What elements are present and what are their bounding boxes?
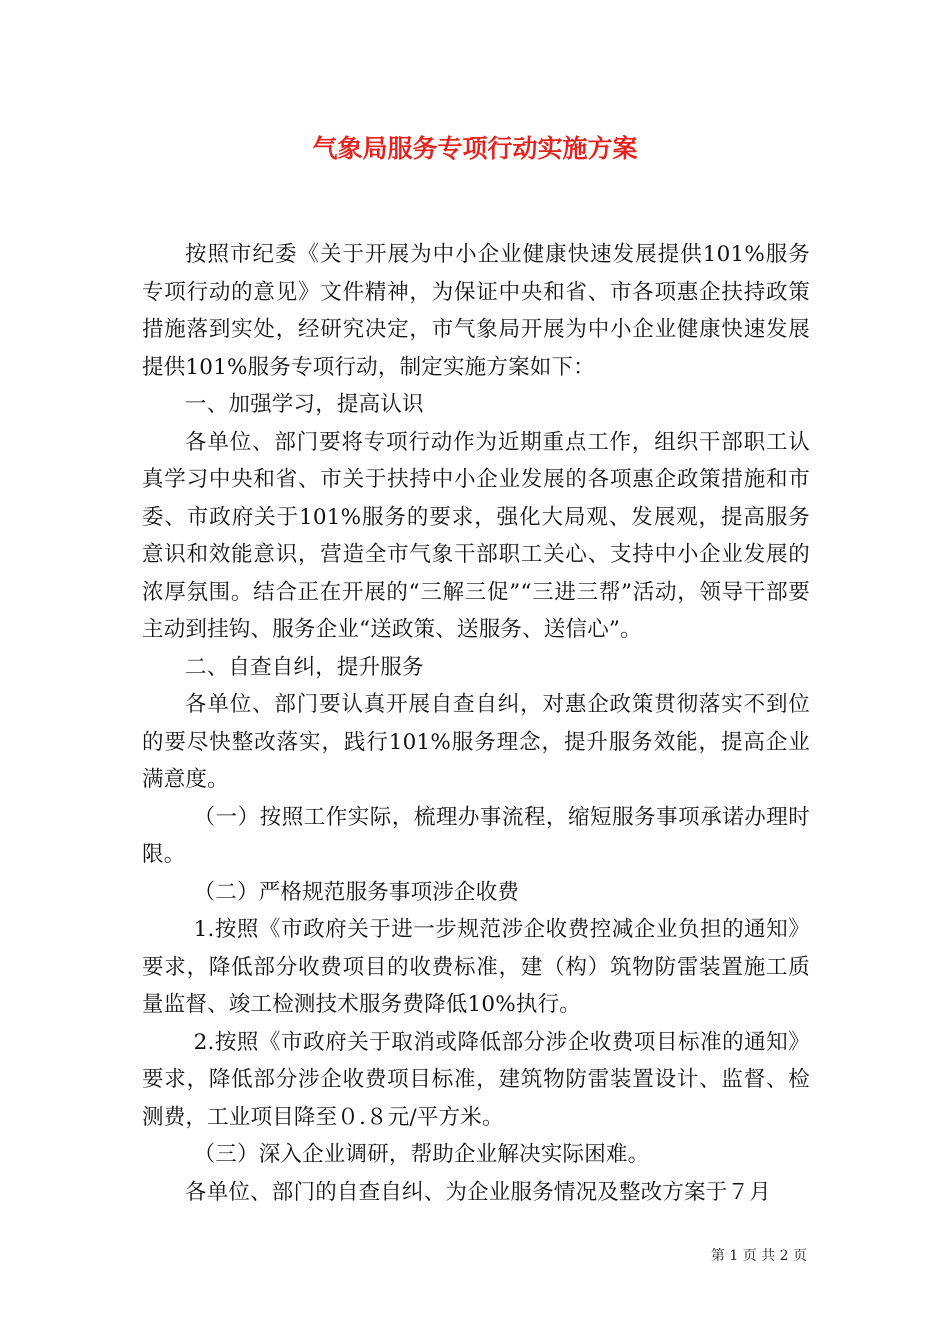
section-heading-2: 二、自查自纠，提升服务 [185,654,424,680]
list-item-2: 2.按照《市政府关于取消或降低部分涉企收费项目标准的通知》要求，降低部分涉企收费项目标准，建筑物防雷装置设计、监督、检测费，工业项目降至０.８元/平方米。 [142,1029,810,1130]
list-item-1: 1.按照《市政府关于进一步规范涉企收费控减企业负担的通知》要求，降低部分收费项目的收费标准，建（构）筑物防雷装置施工质量监督、竣工检测技术服务费降低10%执行。 [142,917,810,1017]
subsection-1: （一）按照工作实际，梳理办事流程，缩短服务事项承诺办理时限。 [142,804,810,867]
document-body [142,236,810,1211]
section-heading-1: 一、加强学习，提高认识 [185,392,424,417]
document-title: 气象局服务专项行动实施方案 [312,134,638,163]
page-number: 第 1 页 共 2 页 [710,1248,807,1264]
paragraph-section-1: 各单位、部门要将专项行动作为近期重点工作，组织干部职工认真学习中央和省、市关于扶持中小企业发展的各项惠企政策措施和市委、市政府关于101%服务的要求，强化大局观、发展观，提高服务意识和效能意识，营造全市气象干部职工关心、支持中小企业发展的浓厚氛围。结合正在开展的“三解三促”“三进三帮”活动，领导干部要主动到挂钩、服务企业“送政策、送服务、送信心”。 [142,429,810,642]
paragraph-closing: 各单位、部门的自查自纠、为企业服务情况及整改方案于７月 [185,1179,771,1205]
subsection-2: （二）严格规范服务事项涉企收费 [193,879,520,905]
paragraph-intro: 按照市纪委《关于开展为中小企业健康快速发展提供101%服务专项行动的意见》文件精神，为保证中央和省、市各项惠企扶持政策措施落到实处，经研究决定，市气象局开展为中小企业健康快速发展提供101%服务专项行动，制定实施方案如下： [142,242,810,380]
subsection-3: （三）深入企业调研，帮助企业解决实际困难。 [193,1142,650,1167]
paragraph-section-2: 各单位、部门要认真开展自查自纠，对惠企政策贯彻落实不到位的要尽快整改落实，践行101%服务理念，提升服务效能，提高企业满意度。 [142,692,810,792]
